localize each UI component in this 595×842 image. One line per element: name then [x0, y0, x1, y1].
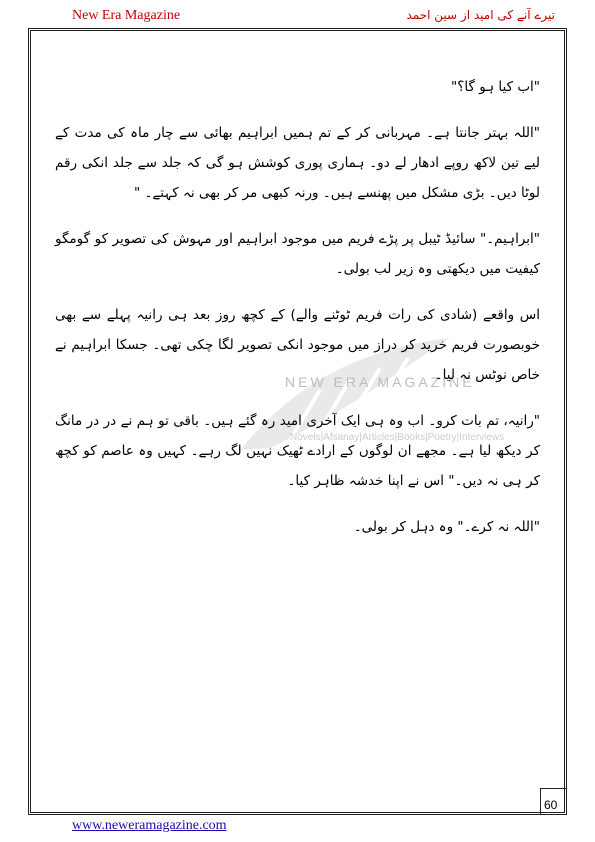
page-number: 60 [544, 798, 558, 812]
paragraph: "ابراہیم۔" سائیڈ ٹیبل پر پڑے فریم میں موجود ابراہیم اور مہوش کی تصویر کو گومگو کیفیت میں دیکھتی وہ زیر لب بولی۔ [55, 231, 540, 277]
magazine-name: New Era Magazine [72, 8, 181, 23]
watermark-brand: NEW ERA MAGAZINE [285, 374, 475, 390]
website-link[interactable]: www.neweramagazine.com [72, 818, 227, 833]
story-title: تیرے آنے کی امید از سین احمد [406, 8, 555, 22]
page-number-box-left [540, 788, 541, 815]
paragraph: "اللہ بہتر جانتا ہے۔ مہربانی کر کے تم ہمیں ابراہیم بھائی سے چار ماہ کی مدت کے لیے تین لاکھ روپے ادھار لے دو۔ ہماری پوری کوشش ہو گی کہ جلد سے جلد انکی رقم لوٹا دیں۔ بڑی مشکل میں پھنسے ہیں۔ ورنہ کبھی مر کر بھی نہ کہتے۔ " [55, 125, 540, 201]
paragraph: "اللہ نہ کرے۔" وہ دہل کر بولی۔ [353, 519, 540, 535]
watermark-tagline: Novels|Afsanay|Articles|Books|Poetry|Interviews [290, 432, 505, 443]
paragraph: اس واقعے (شادی کی رات فریم ٹوٹنے والے) کے کچھ روز بعد ہی رانیہ پہلے سے بھی خوبصورت فریم خرید کر دراز میں موجود انکی تصویر لگا چکی تھی۔ جسکا ابراہیم نے خاص نوٹس نہ لیا۔ [55, 307, 540, 383]
paragraph: "رانیہ، تم بات کرو۔ اب وہ ہی ایک آخری امید رہ گئے ہیں۔ باقی تو ہم نے در در مانگ کر دیکھ لیا ہے۔ مجھے ان لوگوں کے ارادے ٹھیک نہیں لگ رہے۔ کہیں وہ عاصم کو کچھ کر ہی نہ دیں۔" اس نے اپنا خدشہ ظاہر کیا۔ [55, 413, 540, 489]
story-body [55, 72, 540, 558]
paragraph: "اب کیا ہو گا؟" [451, 79, 540, 95]
page-number-box-top [540, 788, 567, 789]
